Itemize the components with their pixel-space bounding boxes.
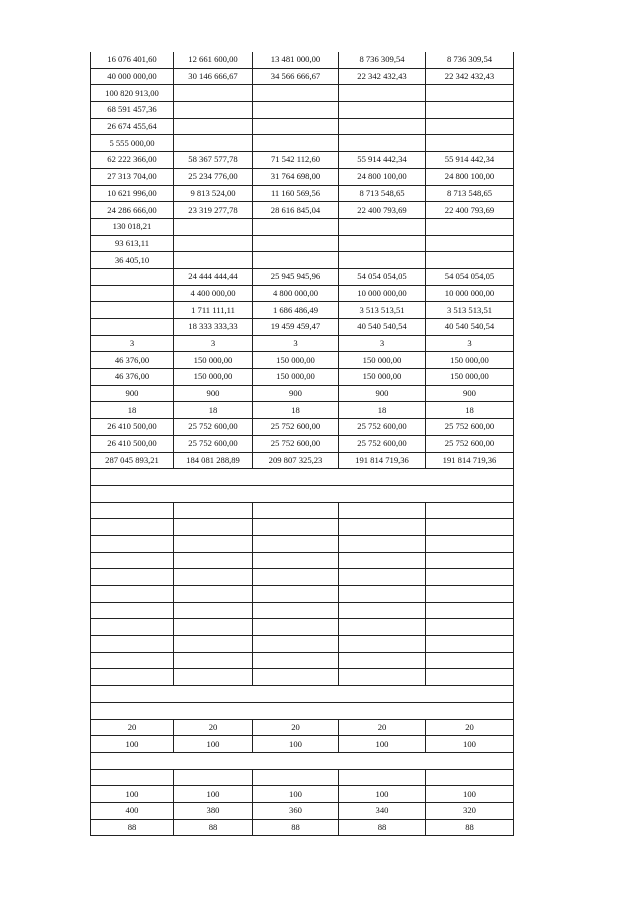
table-cell: 10 000 000,00 (426, 285, 514, 302)
table-cell (91, 268, 174, 285)
table-cell (339, 218, 426, 235)
table-row (91, 669, 514, 686)
table-cell: 4 400 000,00 (174, 285, 253, 302)
table-cell: 88 (339, 819, 426, 836)
table-cell (339, 252, 426, 269)
table-cell (91, 519, 174, 536)
merged-cell (91, 485, 514, 502)
table-cell: 900 (91, 385, 174, 402)
table-cell (174, 619, 253, 636)
table-cell: 3 513 513,51 (426, 302, 514, 319)
table-row (91, 752, 514, 769)
table-cell (426, 619, 514, 636)
table-cell: 900 (339, 385, 426, 402)
table-cell: 18 (253, 402, 339, 419)
table-cell: 54 054 054,05 (339, 268, 426, 285)
table-cell: 8 713 548,65 (339, 185, 426, 202)
table-cell: 68 591 457,36 (91, 102, 174, 119)
table-cell: 24 800 100,00 (426, 168, 514, 185)
table-cell: 25 752 600,00 (174, 435, 253, 452)
table-cell (426, 519, 514, 536)
table-row (91, 202, 514, 219)
table-row (91, 68, 514, 85)
table-cell: 184 081 288,89 (174, 452, 253, 469)
table-cell: 22 342 432,43 (339, 68, 426, 85)
table-cell (91, 302, 174, 319)
table-cell: 3 (91, 335, 174, 352)
table-cell (174, 218, 253, 235)
table-cell: 4 800 000,00 (253, 285, 339, 302)
table-cell (253, 519, 339, 536)
table-row (91, 102, 514, 119)
table-cell (174, 118, 253, 135)
table-cell: 150 000,00 (339, 352, 426, 369)
table-row (91, 168, 514, 185)
table-cell: 20 (174, 719, 253, 736)
table-cell (91, 669, 174, 686)
table-cell: 40 540 540,54 (426, 319, 514, 336)
table-cell: 28 616 845,04 (253, 202, 339, 219)
table-cell (426, 102, 514, 119)
table-cell (91, 769, 174, 786)
table-cell (339, 135, 426, 152)
table-cell (253, 769, 339, 786)
table-cell: 18 (339, 402, 426, 419)
table-cell: 100 (426, 736, 514, 753)
table-row (91, 268, 514, 285)
table-row (91, 636, 514, 653)
table-cell (174, 569, 253, 586)
table-cell: 26 410 500,00 (91, 435, 174, 452)
data-table (90, 52, 514, 836)
table-cell: 8 736 309,54 (339, 52, 426, 68)
table-row (91, 319, 514, 336)
table-cell: 100 (426, 786, 514, 803)
table-cell: 24 286 666,00 (91, 202, 174, 219)
table-cell (174, 636, 253, 653)
table-cell (253, 102, 339, 119)
table-cell: 100 (253, 736, 339, 753)
table-row (91, 118, 514, 135)
table-cell (339, 102, 426, 119)
table-row (91, 85, 514, 102)
table-cell: 58 367 577,78 (174, 152, 253, 169)
table-cell (91, 502, 174, 519)
table-cell: 24 444 444,44 (174, 268, 253, 285)
table-row (91, 218, 514, 235)
table-cell: 31 764 698,00 (253, 168, 339, 185)
table-cell: 40 540 540,54 (339, 319, 426, 336)
table-cell (426, 769, 514, 786)
table-cell (91, 602, 174, 619)
table-row (91, 552, 514, 569)
table-cell (426, 552, 514, 569)
table-cell (253, 218, 339, 235)
table-cell (91, 552, 174, 569)
table-cell: 46 376,00 (91, 352, 174, 369)
table-cell: 100 (91, 736, 174, 753)
table-cell: 88 (174, 819, 253, 836)
table-cell (174, 552, 253, 569)
table-cell (339, 552, 426, 569)
table-row (91, 435, 514, 452)
table-cell (253, 552, 339, 569)
table-cell (91, 319, 174, 336)
table-cell (339, 502, 426, 519)
table-cell (91, 569, 174, 586)
table-cell (174, 102, 253, 119)
table-row (91, 586, 514, 603)
table-cell: 18 (426, 402, 514, 419)
table-cell: 25 752 600,00 (426, 419, 514, 436)
table-cell: 13 481 000,00 (253, 52, 339, 68)
table-cell (91, 285, 174, 302)
table-cell: 26 674 455,64 (91, 118, 174, 135)
table-cell (253, 85, 339, 102)
table-row (91, 569, 514, 586)
table-cell (339, 569, 426, 586)
table-cell: 36 405,10 (91, 252, 174, 269)
table-cell: 360 (253, 802, 339, 819)
table-cell: 150 000,00 (174, 369, 253, 386)
table-cell: 10 621 996,00 (91, 185, 174, 202)
table-cell: 11 160 569,56 (253, 185, 339, 202)
table-row (91, 419, 514, 436)
table-cell (339, 636, 426, 653)
table-row (91, 302, 514, 319)
table-cell (339, 602, 426, 619)
table-cell: 71 542 112,60 (253, 152, 339, 169)
table-cell (174, 519, 253, 536)
table-cell: 380 (174, 802, 253, 819)
table-row (91, 152, 514, 169)
table-row (91, 652, 514, 669)
table-cell: 88 (426, 819, 514, 836)
table-cell: 209 807 325,23 (253, 452, 339, 469)
table-cell (174, 586, 253, 603)
table-cell (174, 669, 253, 686)
table-cell (339, 652, 426, 669)
table-cell: 88 (91, 819, 174, 836)
table-cell (253, 502, 339, 519)
table-cell: 20 (253, 719, 339, 736)
table-cell: 18 (174, 402, 253, 419)
table-cell: 3 513 513,51 (339, 302, 426, 319)
table-cell (339, 769, 426, 786)
table-cell: 18 (91, 402, 174, 419)
table-cell: 900 (253, 385, 339, 402)
table-cell (426, 569, 514, 586)
table-cell: 22 342 432,43 (426, 68, 514, 85)
table-cell: 320 (426, 802, 514, 819)
table-cell: 30 146 666,67 (174, 68, 253, 85)
table-cell (174, 602, 253, 619)
table-row (91, 135, 514, 152)
table-row (91, 736, 514, 753)
table-cell (253, 619, 339, 636)
table-cell (339, 535, 426, 552)
table-cell (339, 118, 426, 135)
table-row (91, 285, 514, 302)
table-cell (253, 135, 339, 152)
merged-cell (91, 702, 514, 719)
table-cell: 5 555 000,00 (91, 135, 174, 152)
table-cell: 100 (91, 786, 174, 803)
table-cell: 26 410 500,00 (91, 419, 174, 436)
table-cell: 93 613,11 (91, 235, 174, 252)
table-row (91, 702, 514, 719)
table-cell (174, 252, 253, 269)
table-cell: 27 313 704,00 (91, 168, 174, 185)
table-cell: 8 713 548,65 (426, 185, 514, 202)
table-cell: 340 (339, 802, 426, 819)
table-row (91, 52, 514, 68)
table-row (91, 369, 514, 386)
table-row (91, 602, 514, 619)
table-row (91, 819, 514, 836)
table-cell (339, 669, 426, 686)
table-cell (426, 118, 514, 135)
table-cell (426, 235, 514, 252)
table-row (91, 502, 514, 519)
merged-cell (91, 752, 514, 769)
table-row (91, 185, 514, 202)
table-cell: 150 000,00 (426, 369, 514, 386)
table-cell (253, 569, 339, 586)
table-cell: 24 800 100,00 (339, 168, 426, 185)
table-cell: 25 234 776,00 (174, 168, 253, 185)
table-cell: 1 686 486,49 (253, 302, 339, 319)
table-cell: 1 711 111,11 (174, 302, 253, 319)
table-cell: 100 (174, 786, 253, 803)
table-cell: 8 736 309,54 (426, 52, 514, 68)
table-cell (91, 636, 174, 653)
table-cell: 100 (253, 786, 339, 803)
table-cell: 16 076 401,60 (91, 52, 174, 68)
table-cell: 20 (91, 719, 174, 736)
table-row (91, 719, 514, 736)
table-cell: 25 752 600,00 (426, 435, 514, 452)
table-cell: 150 000,00 (253, 369, 339, 386)
table-cell: 34 566 666,67 (253, 68, 339, 85)
table-cell: 25 752 600,00 (339, 435, 426, 452)
table-row (91, 802, 514, 819)
table-cell (91, 535, 174, 552)
table-cell (426, 602, 514, 619)
table-cell (339, 619, 426, 636)
table-cell: 23 319 277,78 (174, 202, 253, 219)
table-cell: 25 752 600,00 (253, 419, 339, 436)
table-cell (253, 586, 339, 603)
table-cell: 100 (339, 786, 426, 803)
table-cell: 3 (426, 335, 514, 352)
table-row (91, 786, 514, 803)
merged-cell (91, 469, 514, 486)
table-row (91, 619, 514, 636)
table-cell (339, 85, 426, 102)
table-cell: 191 814 719,36 (339, 452, 426, 469)
table-row (91, 686, 514, 703)
table-cell (426, 636, 514, 653)
table-cell: 25 752 600,00 (253, 435, 339, 452)
table-cell (91, 619, 174, 636)
table-cell: 25 752 600,00 (339, 419, 426, 436)
table-cell: 150 000,00 (339, 369, 426, 386)
table-cell: 55 914 442,34 (426, 152, 514, 169)
table-cell (339, 519, 426, 536)
table-cell (339, 586, 426, 603)
table-cell (426, 669, 514, 686)
table-cell (426, 586, 514, 603)
table-cell: 10 000 000,00 (339, 285, 426, 302)
table-cell (426, 85, 514, 102)
table-cell: 46 376,00 (91, 369, 174, 386)
table-row (91, 485, 514, 502)
table-cell (426, 218, 514, 235)
table-cell: 88 (253, 819, 339, 836)
table-cell: 40 000 000,00 (91, 68, 174, 85)
table-cell: 3 (174, 335, 253, 352)
table-cell: 3 (339, 335, 426, 352)
table-cell (253, 669, 339, 686)
table-cell (174, 85, 253, 102)
table-row (91, 469, 514, 486)
table-cell (174, 135, 253, 152)
table-cell (174, 769, 253, 786)
table-cell (253, 602, 339, 619)
table-row (91, 402, 514, 419)
table-cell (426, 135, 514, 152)
table-cell (426, 252, 514, 269)
table-row (91, 452, 514, 469)
table-cell: 55 914 442,34 (339, 152, 426, 169)
table-row (91, 335, 514, 352)
table-cell: 9 813 524,00 (174, 185, 253, 202)
table-cell (253, 235, 339, 252)
table-cell (253, 252, 339, 269)
table-cell (91, 652, 174, 669)
table-cell: 900 (174, 385, 253, 402)
table-cell (253, 636, 339, 653)
table-cell: 100 (174, 736, 253, 753)
table-cell: 100 (339, 736, 426, 753)
table-cell: 25 752 600,00 (174, 419, 253, 436)
table-cell: 19 459 459,47 (253, 319, 339, 336)
table-cell: 400 (91, 802, 174, 819)
table-row (91, 769, 514, 786)
table-cell (426, 652, 514, 669)
table-cell (253, 535, 339, 552)
table-row (91, 535, 514, 552)
table-cell: 130 018,21 (91, 218, 174, 235)
table-body (91, 52, 514, 836)
table-row (91, 352, 514, 369)
table-cell: 12 661 600,00 (174, 52, 253, 68)
table-row (91, 252, 514, 269)
table-cell: 22 400 793,69 (426, 202, 514, 219)
table-cell: 20 (339, 719, 426, 736)
table-cell: 100 820 913,00 (91, 85, 174, 102)
table-cell (253, 652, 339, 669)
table-cell: 25 945 945,96 (253, 268, 339, 285)
table-cell (426, 535, 514, 552)
table-cell (426, 502, 514, 519)
table-cell: 54 054 054,05 (426, 268, 514, 285)
table-cell: 18 333 333,33 (174, 319, 253, 336)
table-cell (174, 502, 253, 519)
table-cell (253, 118, 339, 135)
table-cell: 20 (426, 719, 514, 736)
table-cell: 900 (426, 385, 514, 402)
table-row (91, 385, 514, 402)
table-cell: 150 000,00 (253, 352, 339, 369)
table-cell (174, 235, 253, 252)
table-cell (91, 586, 174, 603)
table-cell (339, 235, 426, 252)
table-cell (174, 535, 253, 552)
merged-cell (91, 686, 514, 703)
table-row (91, 519, 514, 536)
table-cell: 150 000,00 (426, 352, 514, 369)
table-cell: 191 814 719,36 (426, 452, 514, 469)
table-cell (174, 652, 253, 669)
table-cell: 22 400 793,69 (339, 202, 426, 219)
table-row (91, 235, 514, 252)
table-cell: 287 045 893,21 (91, 452, 174, 469)
table-cell: 150 000,00 (174, 352, 253, 369)
table-cell: 3 (253, 335, 339, 352)
table-cell: 62 222 366,00 (91, 152, 174, 169)
